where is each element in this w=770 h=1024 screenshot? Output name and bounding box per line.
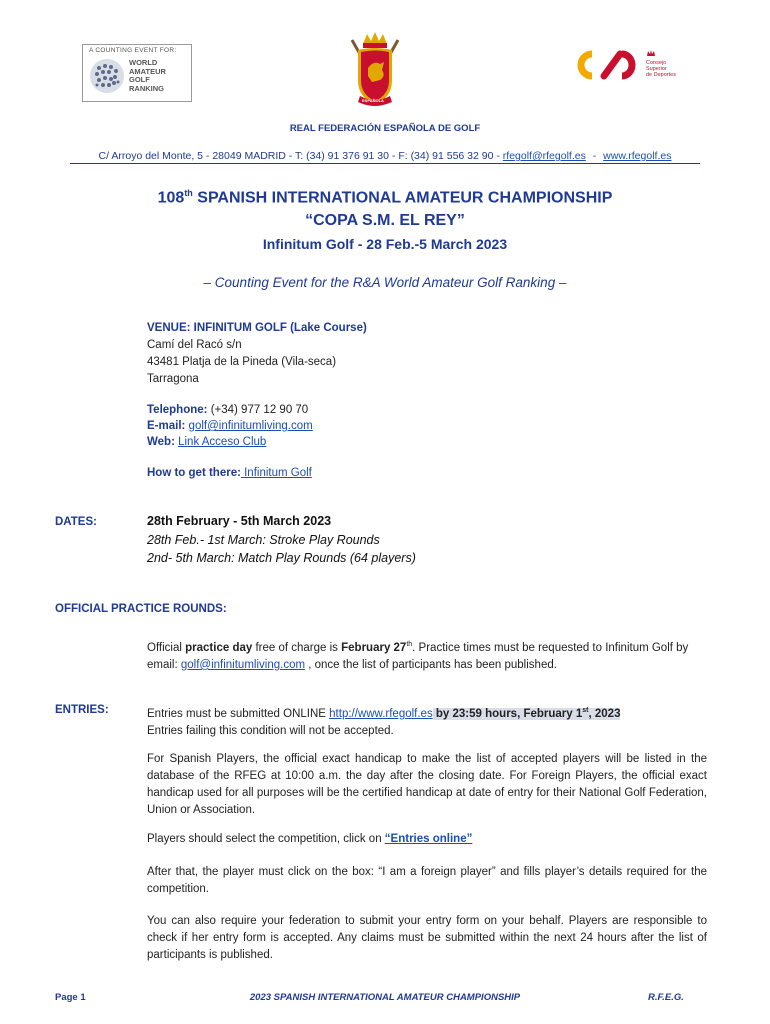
practice-text: Official xyxy=(147,641,186,654)
championship-title xyxy=(0,188,770,207)
handicap-paragraph: For Spanish Players, the official exact handicap to make the list of accepted players will be listed in the database of the RFEG at 10:00 a.m. the day after the closing date. For Foreign Players, the official exact handicap used for all purposes will be the certified handicap at date of entry for their National Golf Federation, Union or Association. xyxy=(147,753,707,816)
federation-web-link[interactable]: www.rfegolf.es xyxy=(603,150,672,162)
telephone-label: Telephone: xyxy=(147,404,208,416)
email-label: E-mail: xyxy=(147,420,186,432)
federation-entry-paragraph: You can also require your federation to submit your entry form on your behalf. Players are responsible to check if her entry form is accepted. Any claims must be submitted within the next 24 hours after the list of participants is published. xyxy=(147,915,707,961)
footer-organization: R.F.E.G. xyxy=(648,992,684,1003)
title-text: SPANISH INTERNATIONAL AMATEUR CHAMPIONSHIP xyxy=(197,189,613,207)
dates-main: 28th February - 5th March 2023 xyxy=(147,514,332,528)
deadline-suffix: st xyxy=(582,707,589,714)
csd-mark-icon xyxy=(576,48,642,82)
golf-ball-globe-icon xyxy=(89,58,125,94)
entries-online-link[interactable]: “Entries online” xyxy=(384,833,473,845)
venue-address-line: 43481 Platja de la Pineda (Vila-seca) xyxy=(147,356,337,368)
header-divider xyxy=(70,163,700,164)
dates-schedule xyxy=(147,531,416,567)
telephone-value: (+34) 977 12 90 70 xyxy=(210,404,309,416)
entries-label: ENTRIES: xyxy=(55,704,109,716)
ranking-note: – Counting Event for the R&A World Amateur Golf Ranking – xyxy=(203,275,567,290)
wagr-logo xyxy=(82,44,192,102)
federation-email-link[interactable]: rfegolf@rfegolf.es xyxy=(502,150,586,162)
csd-logo xyxy=(576,48,686,82)
entries-deadline-highlight xyxy=(433,708,621,720)
directions-link[interactable]: Infinitum Golf xyxy=(240,467,312,479)
wagr-logo-caption: A COUNTING EVENT FOR: xyxy=(89,47,177,54)
dates-label: DATES: xyxy=(55,516,97,528)
federation-name: REAL FEDERACIÓN ESPAÑOLA DE GOLF xyxy=(289,123,481,134)
venue-address-line: Camí del Racó s/n xyxy=(147,339,242,351)
venue-dates-subtitle: Infinitum Golf - 28 Feb.-5 March 2023 xyxy=(262,236,508,252)
rfeg-logo-ribbon: ESPAÑOLA xyxy=(362,98,384,103)
practice-date-suffix: th xyxy=(406,641,413,648)
trophy-name: “COPA S.M. EL REY” xyxy=(305,212,465,229)
page-number: Page 1 xyxy=(55,992,86,1003)
select-competition-paragraph xyxy=(147,831,707,848)
practice-day-bold: practice day xyxy=(185,641,253,654)
venue-contact xyxy=(147,402,313,450)
csd-logo-line: Superior xyxy=(646,66,667,72)
crown-icon xyxy=(646,48,656,58)
entries-text: Entries must be submitted ONLINE xyxy=(147,707,330,720)
deadline-text: by 23:59 hours, February 1 xyxy=(432,707,583,720)
practice-paragraph xyxy=(147,636,707,674)
venue-web-link[interactable]: Link Acceso Club xyxy=(178,436,267,448)
csd-logo-line: de Deportes xyxy=(646,72,676,78)
practice-label: OFFICIAL PRACTICE ROUNDS: xyxy=(55,603,227,615)
venue-heading: VENUE: INFINITUM GOLF (Lake Course) xyxy=(147,322,367,334)
practice-text: . Practice times must be requested to Infinitum Golf by email: xyxy=(147,641,689,671)
venue-address-line: Tarragona xyxy=(147,373,199,385)
web-label: Web: xyxy=(147,436,175,448)
practice-text: , once the list of participants has been published. xyxy=(305,658,557,671)
directions-label: How to get there: xyxy=(147,467,241,479)
select-competition-text: Players should select the competition, click on xyxy=(147,833,385,845)
title-edition-suffix: th xyxy=(184,188,193,198)
directions xyxy=(147,467,312,479)
entries-text: Entries failing this condition will not be accepted. xyxy=(147,724,394,737)
wagr-logo-line: GOLF xyxy=(129,75,150,84)
practice-email-link[interactable]: golf@infinitumliving.com xyxy=(180,658,306,671)
venue-email-link[interactable]: golf@infinitumliving.com xyxy=(188,420,313,432)
csd-logo-line: Consejo xyxy=(646,60,667,66)
federation-address: C/ Arroyo del Monte, 5 - 28049 MADRID - T: (34) 91 376 91 30 - F: (34) 91 556 32 90 - rfegolf@rfegolf.es - www.rfegolf.es xyxy=(98,150,672,162)
schedule-match-play: 2nd- 5th March: Match Play Rounds (64 players) xyxy=(147,551,416,565)
footer-title: 2023 SPANISH INTERNATIONAL AMATEUR CHAMPIONSHIP xyxy=(249,992,521,1003)
schedule-stroke-play: 28th Feb.- 1st March: Stroke Play Rounds xyxy=(147,533,380,547)
wagr-logo-line: WORLD xyxy=(129,58,158,67)
foreign-player-paragraph: After that, the player must click on the box: “I am a foreign player” and fills player’s details required for the competition. xyxy=(147,866,707,895)
practice-date-bold: February 27 xyxy=(341,641,407,654)
practice-text: free of charge is xyxy=(252,641,342,654)
deadline-year: , 2023 xyxy=(588,707,621,720)
wagr-logo-line: AMATEUR xyxy=(129,66,166,76)
venue-block xyxy=(147,320,367,388)
wagr-logo-line: RANKING xyxy=(129,83,164,93)
title-edition-number: 108 xyxy=(157,189,185,207)
entries-deadline-paragraph xyxy=(147,702,707,740)
entries-website-link[interactable]: http://www.rfegolf.es xyxy=(329,707,433,720)
address-text: C/ Arroyo del Monte, 5 - 28049 MADRID - T: (34) 91 376 91 30 - F: (34) 91 556 32 90 - xyxy=(98,150,500,162)
